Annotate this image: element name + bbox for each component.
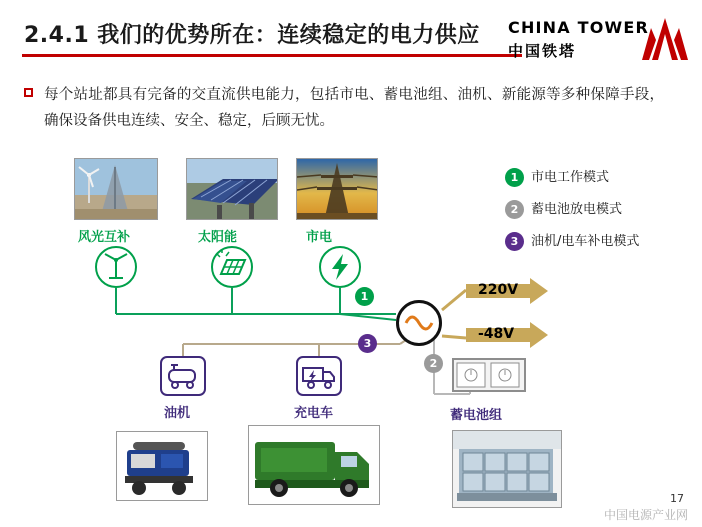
battery-bank-label: 蓄电池组: [450, 408, 503, 423]
legend-label-2: 蓄电池放电模式: [531, 202, 623, 217]
bullet-paragraph: [22, 82, 682, 134]
source-label-wind: 风光互补: [78, 230, 131, 245]
legend-item-1: [505, 166, 685, 194]
wind-tower-photo: [74, 158, 158, 220]
solar-panel-icon: [211, 246, 253, 288]
charging-truck-icon: [296, 356, 342, 396]
legend-label-1: 市电工作模式: [531, 170, 610, 185]
legend-bullet-1: 1: [505, 168, 524, 187]
power-supply-diagram: [0, 148, 702, 527]
legend-item-2: [505, 198, 685, 226]
equipment-label-truck: 充电车: [294, 406, 334, 421]
diesel-generator-icon: [160, 356, 206, 396]
power-line-photo: [296, 158, 378, 220]
page-number: 17: [670, 492, 684, 505]
battery-bank-icon: [452, 358, 526, 392]
slide-header: [0, 0, 702, 68]
source-label-solar: 太阳能: [198, 230, 238, 245]
mode-marker-3: 3: [358, 334, 377, 353]
generator-photo: [116, 431, 208, 501]
brand-logo: [508, 16, 688, 64]
battery-bank-photo: [452, 430, 562, 508]
mode-legend: [505, 166, 685, 262]
logo-text-en: CHINA TOWER: [508, 18, 650, 37]
tower-logo-icon: [642, 16, 688, 60]
output-label-48v: -48V: [478, 326, 515, 342]
solar-array-photo: [186, 158, 278, 220]
page-title: 2.4.1 我们的优势所在：连续稳定的电力供应: [24, 23, 480, 48]
charging-van-photo: [248, 425, 380, 505]
ac-inverter-icon: [396, 300, 442, 346]
output-label-220v: 220V: [478, 282, 519, 298]
watermark-text: 中国电源产业网: [603, 508, 688, 522]
source-label-grid: 市电: [306, 230, 333, 245]
bullet-square-icon: [24, 88, 33, 97]
legend-item-3: [505, 230, 685, 258]
bullet-text: 每个站址都具有完备的交直流供电能力，包括市电、蓄电池组、油机、新能源等多种保障手段，确保设备供电连续、安全、稳定，后顾无忧。: [44, 87, 664, 129]
mode-marker-2: 2: [424, 354, 443, 373]
logo-text-cn: 中国铁塔: [508, 42, 577, 60]
legend-bullet-2: 2: [505, 200, 524, 219]
mode-marker-1: 1: [355, 287, 374, 306]
legend-bullet-3: 3: [505, 232, 524, 251]
lightning-bolt-icon: [319, 246, 361, 288]
wind-turbine-icon: [95, 246, 137, 288]
title-underline: [22, 54, 522, 57]
equipment-label-diesel: 油机: [164, 406, 191, 421]
legend-label-3: 油机/电车补电模式: [531, 234, 640, 249]
